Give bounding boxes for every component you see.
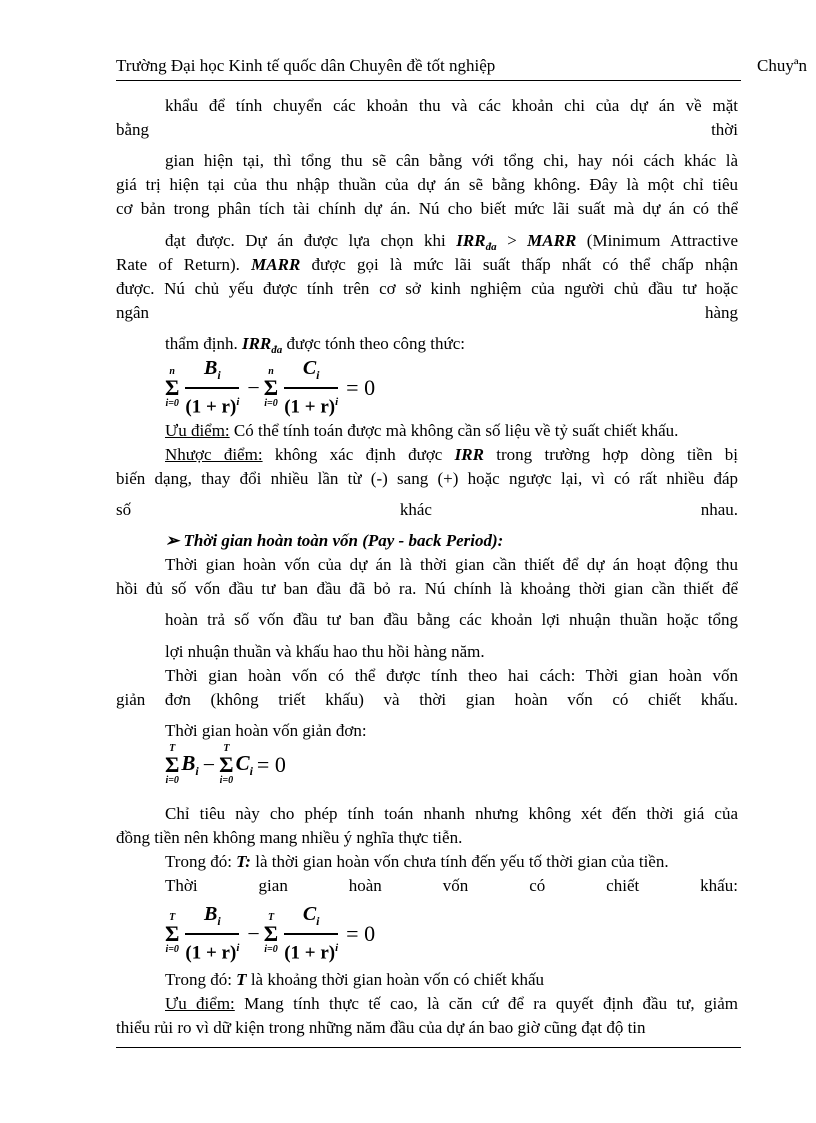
text-line: Thời gian hoàn vốn của dự án là thời gian cần thiết để dự án hoạt động thu (165, 555, 738, 574)
sum-symbol (264, 367, 278, 409)
header-divider (116, 80, 741, 81)
index: i (217, 914, 221, 928)
text: (Minimum Attractive (576, 231, 739, 250)
word: khác (399, 500, 432, 519)
text-line: gian hiện tại, thì tổng thu sẽ cân bằng với tổng chi, hay nói cách khác là (165, 151, 738, 170)
sigma: Σ (165, 752, 180, 777)
text-line (165, 876, 738, 896)
advantage-label: Ưu điểm: (165, 994, 235, 1013)
denominator (185, 935, 239, 966)
denominator (185, 389, 239, 420)
discount: (1 + r) (284, 396, 336, 418)
equals-zero: = 0 (346, 921, 376, 947)
text-line: cơ bản trong phân tích tài chính dự án. Nú cho biết mức lãi suất mà dự án có thể (116, 199, 738, 218)
sum-upper: T (169, 743, 176, 754)
numerator (284, 356, 338, 389)
term-t: T: (236, 852, 251, 871)
benefit-symbol: B (181, 750, 196, 775)
text-line (165, 994, 738, 1014)
text-line (116, 303, 738, 323)
term-marr: MARR (527, 231, 577, 250)
cost-symbol: C (302, 903, 317, 925)
header-right-text: Chuyªn (757, 56, 808, 75)
heading-text: Thời gian hoàn toàn vốn (Pay - back Period): (183, 531, 504, 550)
text: được gọi là mức lãi suất thấp nhất có thể chấp nhận (300, 255, 738, 274)
minus-sign: − (247, 921, 260, 947)
text-line: hoàn trả số vốn đầu tư ban đầu bằng các khoản lợi nhuận thuần hoặc tổng (165, 610, 738, 629)
word: thời (711, 120, 738, 139)
equals-zero: = 0 (346, 375, 376, 401)
text: Mang tính thực tế cao, là căn cứ để ra quyết định đầu tư, giảm (234, 994, 739, 1013)
sum-lower: i=0 (165, 944, 179, 956)
text-line (165, 445, 738, 465)
word: bằng (116, 120, 150, 139)
sum-lower: i=0 (165, 398, 179, 410)
word: nhau. (700, 500, 738, 519)
minus-sign: − (247, 375, 260, 401)
cost-term (235, 750, 253, 779)
sum-symbol (219, 744, 233, 786)
text-line: Thời gian hoàn vốn có thể được tính theo hai cách: Thời gian hoàn vốn (165, 666, 738, 685)
discounted-payback-formula (165, 902, 379, 966)
term-marr: MARR (251, 255, 301, 274)
sum-upper: n (268, 366, 274, 378)
sum-upper: T (267, 912, 275, 924)
index: i (195, 764, 199, 779)
text: không xác định được (262, 445, 455, 464)
word: có (529, 876, 546, 895)
bullet-arrow-icon: ➢ (165, 531, 180, 550)
exponent: i (335, 942, 339, 954)
index: i (217, 368, 221, 382)
sigma: Σ (165, 921, 180, 947)
index: i (316, 914, 320, 928)
text: là khoảng thời gian hoàn vốn có chiết khấu (246, 970, 545, 989)
word: gian (258, 876, 288, 895)
word: hoàn (348, 876, 382, 895)
advantage-label: Ưu điểm: (165, 421, 230, 440)
text: thẩm định. (165, 334, 242, 353)
equals-zero: = 0 (256, 752, 286, 777)
text-line: được. Nú chủ yếu được tính trên cơ sở kinh nghiệm của người chủ đầu tư hoặc (116, 279, 738, 298)
sum-upper: n (169, 366, 175, 378)
text: là thời gian hoàn vốn chưa tính đến yếu tố thời gian của tiền. (250, 852, 669, 871)
sigma: Σ (263, 375, 279, 401)
term-irr: IRR (456, 231, 486, 250)
text: > (496, 231, 528, 250)
text-line: khẩu để tính chuyển các khoản thu và các khoản chi của dự án về mặt (165, 96, 738, 115)
discount: (1 + r) (185, 396, 237, 418)
text-line: biến dạng, thay đổi nhiều lần từ (-) sang (+) hoặc ngược lại, vì có rất nhiều đáp (116, 469, 738, 488)
text-line: giá trị hiện tại của thu nhập thuần của dự án sẽ bằng không. Đây là một chỉ tiêu (116, 175, 738, 194)
subscript: đa (485, 241, 497, 253)
sigma: Σ (219, 752, 234, 777)
text-line: đồng tiền nên không mang nhiều ý nghĩa thực tiễn. (116, 828, 463, 847)
text-line: giản đơn (không triết khấu) và thời gian hoàn vốn có chiết khấu. (116, 690, 738, 709)
cost-symbol: C (235, 750, 250, 775)
text-line: Thời gian hoàn vốn giản đơn: (165, 721, 367, 740)
section-heading (165, 531, 503, 551)
denominator (284, 389, 338, 420)
disadvantage-label: Nhược điểm: (165, 445, 263, 464)
fraction (185, 356, 239, 420)
word: ngân (116, 303, 150, 322)
sum-lower: i=0 (264, 944, 278, 956)
text-line: hồi đủ số vốn đầu tư ban đầu đã bỏ ra. Nú chính là khoảng thời gian cần thiết để (116, 579, 738, 598)
text-line (116, 255, 738, 275)
sigma: Σ (165, 375, 180, 401)
cost-symbol: C (302, 357, 317, 379)
text: Trong đó: (165, 970, 237, 989)
benefit-term (181, 750, 199, 779)
discount: (1 + r) (185, 942, 237, 964)
sum-lower: i=0 (264, 398, 278, 410)
text-line (165, 421, 678, 441)
exponent: i (236, 942, 240, 954)
text-line (165, 231, 738, 257)
index: i (249, 764, 253, 779)
minus-sign: − (202, 752, 216, 777)
text-line: thiểu rủi ro vì dữ kiện trong những năm đầu của dự án bao giờ cũng đạt độ tin (116, 1018, 646, 1037)
benefit-symbol: B (204, 903, 218, 925)
sum-upper: T (169, 912, 176, 924)
numerator (185, 356, 239, 389)
word: số (116, 500, 132, 519)
page-header (116, 56, 816, 80)
denominator (284, 935, 338, 966)
text-line: lợi nhuận thuần và khấu hao thu hồi hàng năm. (165, 642, 485, 661)
numerator (185, 902, 239, 935)
numerator (284, 902, 338, 935)
sum-symbol (264, 913, 278, 955)
discount: (1 + r) (284, 942, 336, 964)
sum-lower: i=0 (219, 775, 234, 786)
word: hàng (704, 303, 738, 322)
sum-lower: i=0 (165, 775, 179, 786)
irr-formula (165, 356, 379, 420)
word: Thời (165, 876, 198, 895)
fraction (284, 356, 338, 420)
sum-symbol (165, 913, 179, 955)
text-line (116, 120, 738, 140)
sigma: Σ (263, 921, 279, 947)
text: đạt được. Dự án được lựa chọn khi (165, 231, 457, 250)
exponent: i (236, 396, 240, 408)
text: Rate of Return). (116, 255, 252, 274)
text: được tónh theo công thức: (282, 334, 466, 353)
word: chiết (606, 876, 640, 895)
footer-divider (116, 1047, 741, 1048)
text-line (116, 500, 738, 520)
text-line (165, 970, 544, 990)
sum-upper: T (223, 743, 230, 754)
benefit-symbol: B (204, 357, 218, 379)
word: vốn (442, 876, 469, 895)
header-title: Trường Đại học Kinh tế quốc dân Chuyên đề tốt nghiệp (116, 56, 496, 75)
payback-formula (165, 744, 290, 786)
text: Có thể tính toán được mà không cần số liệu về tỷ suất chiết khấu. (229, 421, 679, 440)
fraction (185, 902, 239, 966)
term-irr: IRR (454, 445, 484, 464)
text: Trong đó: (165, 852, 237, 871)
term-t: T (236, 970, 247, 989)
sum-symbol (165, 744, 179, 786)
term-irr: IRR (241, 334, 272, 353)
text-line (165, 852, 669, 872)
fraction (284, 902, 338, 966)
subscript: đa (271, 344, 283, 356)
exponent: i (335, 396, 339, 408)
sum-symbol (165, 367, 179, 409)
text: trong trường hợp dòng tiền bị (483, 445, 738, 464)
word: khấu: (700, 876, 738, 895)
index: i (316, 368, 320, 382)
text-line: Chỉ tiêu này cho phép tính toán nhanh nhưng không xét đến thời giá của (165, 804, 738, 823)
